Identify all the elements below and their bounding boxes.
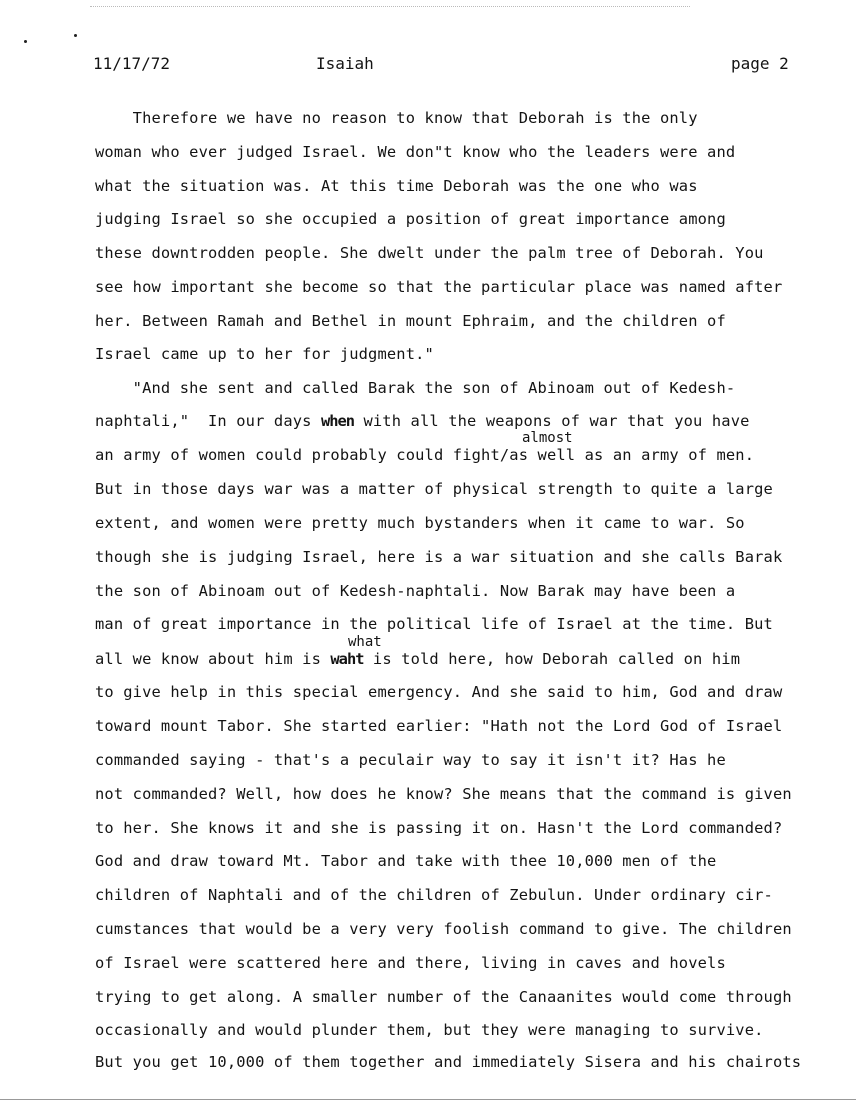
header-page-number: page 2	[731, 54, 789, 73]
text-segment: all we know about him is	[95, 650, 331, 668]
text-line: see how important she become so that the particular place was named after	[95, 278, 783, 296]
text-segment: with all the weapons of war that you have	[354, 412, 750, 430]
text-line: judging Israel so she occupied a position of great importance among	[95, 210, 726, 228]
text-line: Therefore we have no reason to know that Deborah is the only	[95, 109, 698, 127]
header-title: Isaiah	[316, 54, 374, 73]
text-line: man of great importance in the political life of Israel at the time. But	[95, 615, 773, 633]
page-header	[0, 54, 856, 78]
text-line: occasionally and would plunder them, but they were managing to survive.	[95, 1021, 764, 1039]
header-date: 11/17/72	[93, 54, 171, 73]
interlinear-insert: what	[348, 634, 382, 650]
text-line: the son of Abinoam out of Kedesh-naphtali. Now Barak may have been a	[95, 582, 736, 600]
scan-speck	[24, 40, 27, 43]
text-line: But you get 10,000 of them together and immediately Sisera and his chairots	[95, 1053, 802, 1071]
bottom-edge-rule	[0, 1099, 856, 1100]
text-line: But in those days war was a matter of physical strength to quite a large	[95, 480, 773, 498]
text-line: "And she sent and called Barak the son of Abinoam out of Kedesh-	[95, 379, 736, 397]
text-line: an army of women could probably could fight/as well as an army of men.	[95, 446, 755, 464]
struck-out-word: when	[320, 412, 355, 430]
text-line-with-strikeout	[95, 649, 740, 669]
scan-speck	[74, 34, 77, 37]
text-line: extent, and women were pretty much bystanders when it came to war. So	[95, 514, 745, 532]
text-line: to give help in this special emergency. And she said to him, God and draw	[95, 683, 783, 701]
text-line: what the situation was. At this time Deborah was the one who was	[95, 177, 698, 195]
top-edge-residue	[90, 0, 690, 7]
text-line: Israel came up to her for judgment."	[95, 345, 434, 363]
interlinear-insert: almost	[522, 430, 573, 446]
text-segment: is told here, how Deborah called on him	[363, 650, 741, 668]
text-line: of Israel were scattered here and there, living in caves and hovels	[95, 954, 726, 972]
text-line: these downtrodden people. She dwelt under the palm tree of Deborah. You	[95, 244, 764, 262]
text-segment: naphtali," In our days	[95, 412, 321, 430]
text-line: children of Naphtali and of the children of Zebulun. Under ordinary cir-	[95, 886, 773, 904]
text-line-with-strikeout	[95, 411, 750, 431]
text-line: toward mount Tabor. She started earlier: "Hath not the Lord God of Israel	[95, 717, 783, 735]
text-line: woman who ever judged Israel. We don"t know who the leaders were and	[95, 143, 736, 161]
text-line: her. Between Ramah and Bethel in mount Ephraim, and the children of	[95, 312, 726, 330]
text-line: to her. She knows it and she is passing it on. Hasn't the Lord commanded?	[95, 819, 783, 837]
text-line: cumstances that would be a very very foolish command to give. The children	[95, 920, 792, 938]
struck-out-word: waht	[330, 650, 364, 668]
text-line: not commanded? Well, how does he know? She means that the command is given	[95, 785, 792, 803]
text-line: commanded saying - that's a peculair way to say it isn't it? Has he	[95, 751, 726, 769]
text-line: though she is judging Israel, here is a war situation and she calls Barak	[95, 548, 783, 566]
text-line: God and draw toward Mt. Tabor and take with thee 10,000 men of the	[95, 852, 717, 870]
text-line: trying to get along. A smaller number of the Canaanites would come through	[95, 988, 792, 1006]
